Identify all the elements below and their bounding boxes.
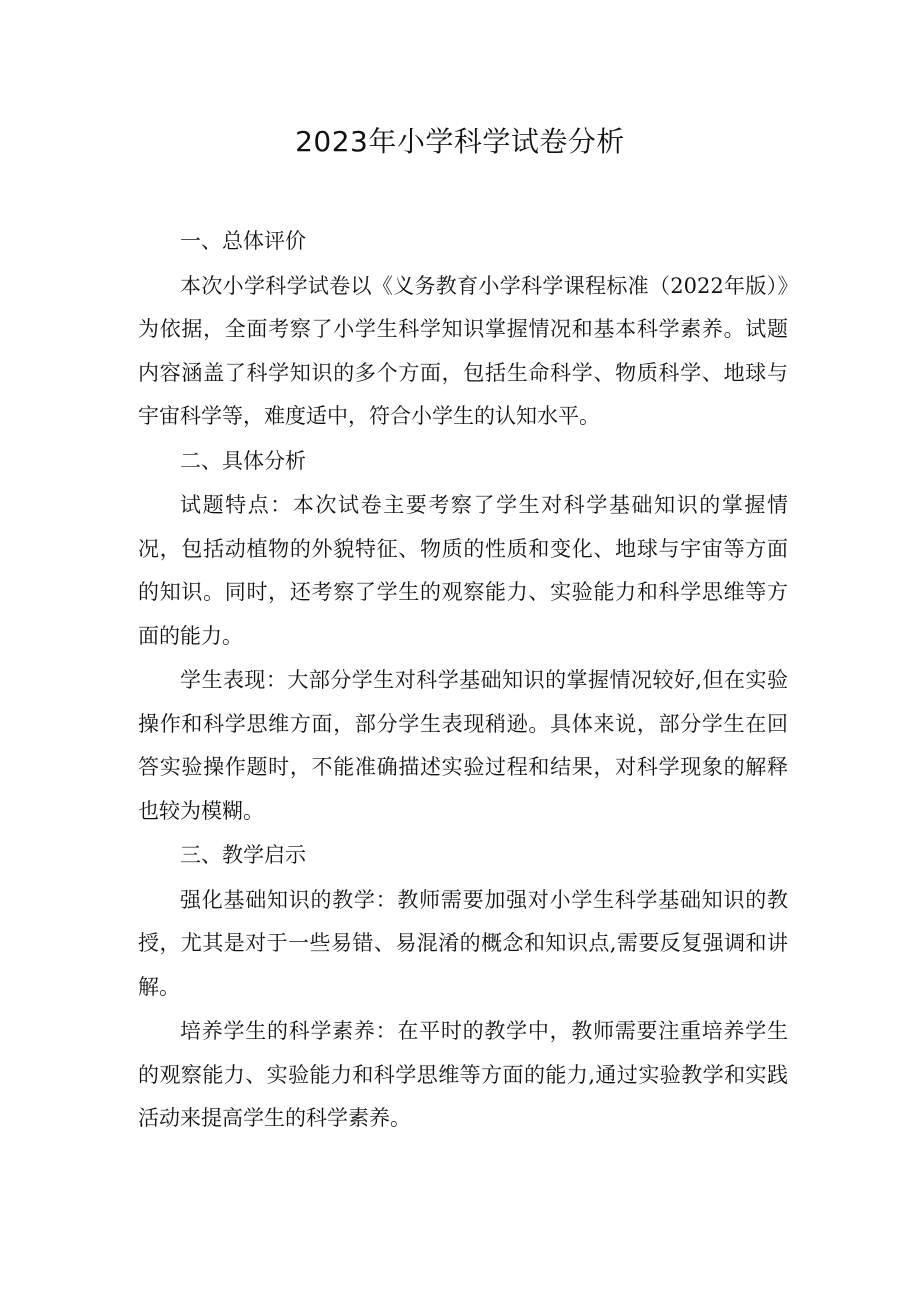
document-title: 2023年小学科学试卷分析 [295,125,625,158]
paragraph-overall-evaluation: 本次小学科学试卷以《义务教育小学科学课程标准（2022年版）》为依据，全面考察了小学生科学知识掌握情况和基本科学素养。试题内容涵盖了科学知识的多个方面，包括生命科学、物质科学、地球与宇宙科学等，难度适中，符合小学生的认知水平。 [138,273,788,428]
paragraph-test-features: 试题特点：本次试卷主要考察了学生对科学基础知识的掌握情况，包括动植物的外貌特征、物质的性质和变化、地球与宇宙等方面的知识。同时，还考察了学生的观察能力、实验能力和科学思维等方面的能力。 [138,493,788,648]
section-heading-specific-analysis: 二、具体分析 [180,448,306,473]
paragraph-strengthen-basics: 强化基础知识的教学：教师需要加强对小学生科学基础知识的教授，尤其是对于一些易错、易混淆的概念和知识点,需要反复强调和讲解。 [138,887,788,999]
paragraph-student-performance: 学生表现：大部分学生对科学基础知识的掌握情况较好,但在实验操作和科学思维方面，部分学生表现稍逊。具体来说，部分学生在回答实验操作题时，不能准确描述实验过程和结果，对科学现象的解释也较为模糊。 [138,668,788,823]
paragraph-scientific-literacy: 培养学生的科学素养：在平时的教学中，教师需要注重培养学生的观察能力、实验能力和科学思维等方面的能力,通过实验教学和实践活动来提高学生的科学素养。 [138,1019,788,1130]
document-body [138,220,788,1142]
section-heading-overall-evaluation: 一、总体评价 [180,229,306,253]
section-heading-teaching-implications: 三、教学启示 [180,843,306,867]
